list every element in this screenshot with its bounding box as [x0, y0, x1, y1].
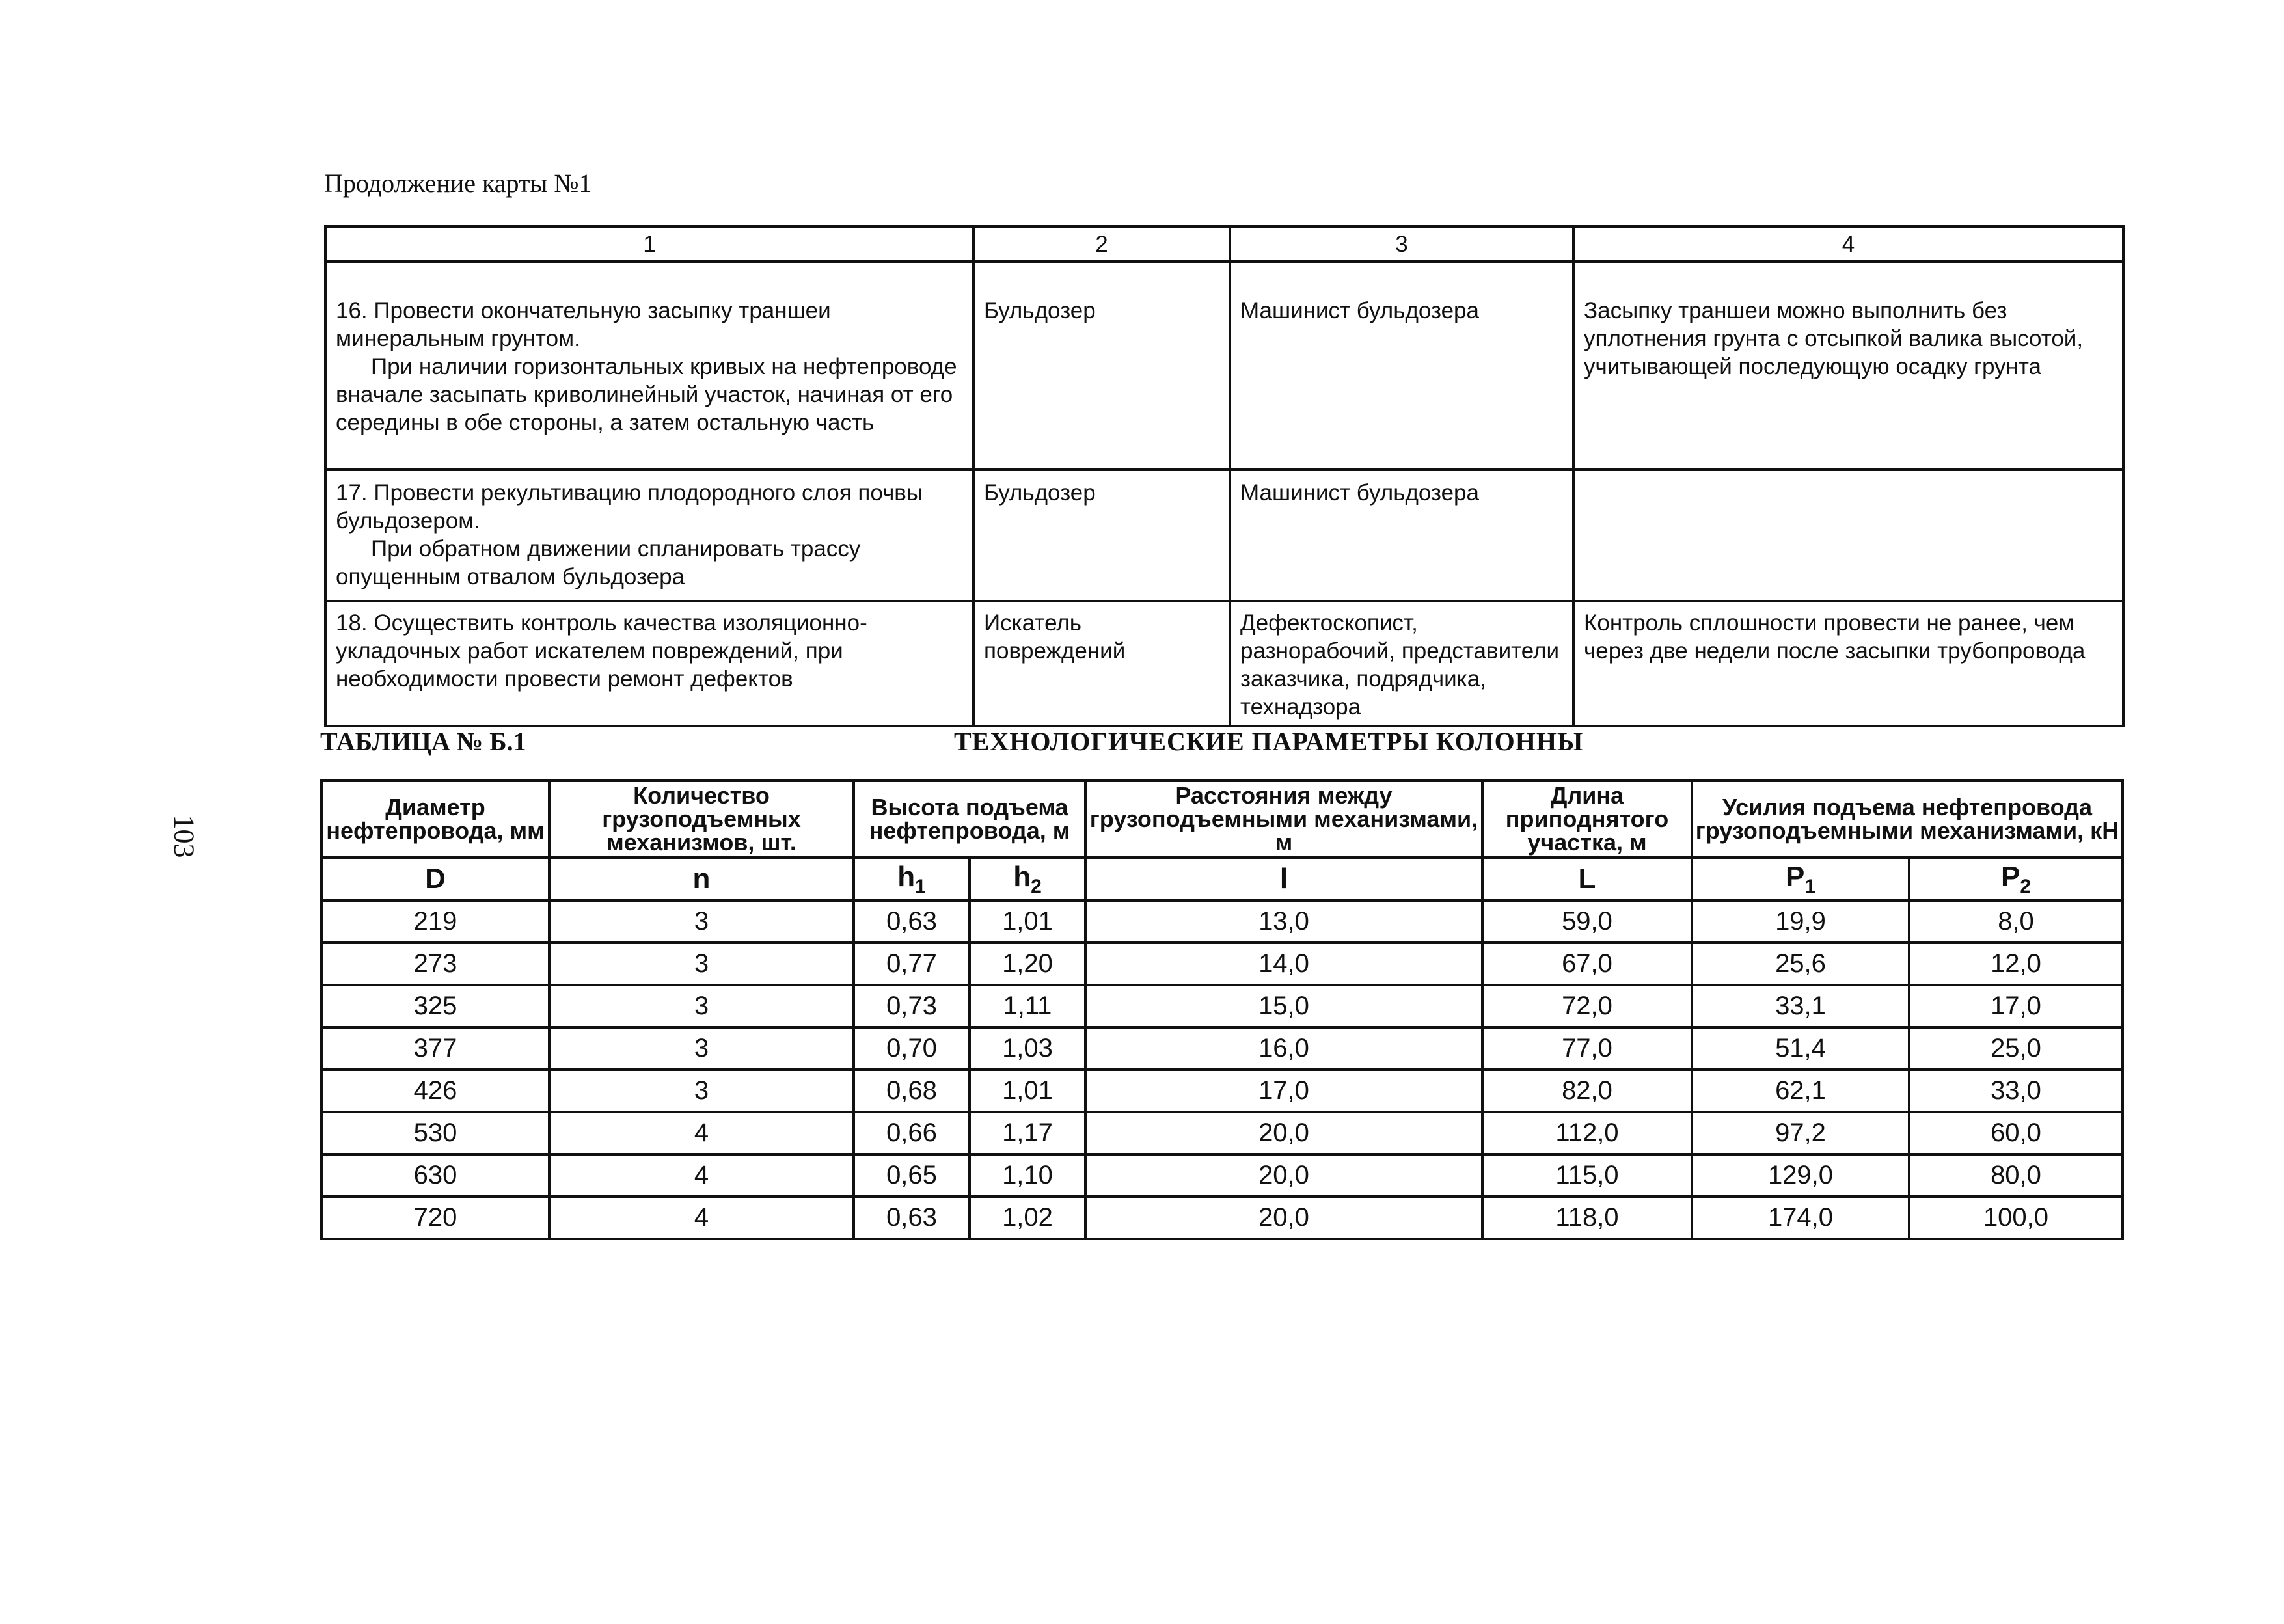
table-cell: 20,0: [1085, 1197, 1482, 1239]
table-row: [321, 1112, 2123, 1154]
page-number: 103: [168, 815, 200, 858]
table-cell: 97,2: [1692, 1112, 1909, 1154]
table-cell: 14,0: [1085, 943, 1482, 985]
table-body: [321, 900, 2123, 1239]
work-steps-table: [324, 225, 2125, 727]
table-cell: 15,0: [1085, 985, 1482, 1027]
column-number: 4: [1573, 226, 2123, 262]
table-cell: 33,1: [1692, 985, 1909, 1027]
table-row: [321, 985, 2123, 1027]
header-diameter: Диаметр нефтепровода, мм: [321, 781, 549, 858]
operation-note: При наличии горизонтальных кривых на нефтепроводе вначале засыпать криволинейный участок, начиная от его середины в обе стороны, а затем остальную часть: [336, 354, 957, 435]
table-row: [325, 601, 2123, 726]
table-cell: 1,10: [970, 1154, 1085, 1197]
symbol-row: [321, 858, 2123, 900]
column-number: 2: [973, 226, 1230, 262]
operation-note: При обратном движении спланировать трассу опущенным отвалом бульдозера: [336, 536, 861, 589]
table-cell: 77,0: [1482, 1027, 1692, 1070]
symbol-subscript: 1: [1804, 875, 1816, 897]
table-cell: 3: [549, 900, 854, 943]
table-cell: 273: [321, 943, 549, 985]
table-cell: 19,9: [1692, 900, 1909, 943]
equipment-cell: Бульдозер: [973, 470, 1230, 601]
table-row: [321, 1027, 2123, 1070]
table-cell: 1,01: [970, 900, 1085, 943]
table-cell: 1,01: [970, 1070, 1085, 1112]
symbol-subscript: 1: [915, 875, 926, 897]
column-parameters-table: [320, 779, 2124, 1240]
table-cell: 1,17: [970, 1112, 1085, 1154]
table-cell: 17,0: [1085, 1070, 1482, 1112]
operation-cell: [325, 470, 973, 601]
operation-cell: [325, 601, 973, 726]
operation-text: 18. Осуществить контроль качества изоляционно-укладочных работ искателем повреждений, при необходимости провести ремонт дефектов: [336, 610, 867, 692]
table-cell: 118,0: [1482, 1197, 1692, 1239]
table-row: [321, 1197, 2123, 1239]
table-cell: 100,0: [1909, 1197, 2123, 1239]
remark-cell: Контроль сплошности провести не ранее, чем через две недели после засыпки трубопровода: [1573, 601, 2123, 726]
table-cell: 17,0: [1909, 985, 2123, 1027]
header-height: Высота подъема нефтепровода, м: [854, 781, 1085, 858]
continuation-title: Продолжение карты №1: [324, 169, 592, 198]
table-cell: 325: [321, 985, 549, 1027]
personnel-cell: Машинист бульдозера: [1230, 262, 1573, 470]
table-cell: 129,0: [1692, 1154, 1909, 1197]
header-distance: Расстояния между грузоподъемными механизмами, м: [1085, 781, 1482, 858]
column-number: 3: [1230, 226, 1573, 262]
symbol-D: D: [321, 858, 549, 900]
table-cell: 3: [549, 943, 854, 985]
table-cell: 530: [321, 1112, 549, 1154]
table-cell: 16,0: [1085, 1027, 1482, 1070]
table-cell: 20,0: [1085, 1112, 1482, 1154]
personnel-cell: Машинист бульдозера: [1230, 470, 1573, 601]
operation-text: 17. Провести рекультивацию плодородного слоя почвы бульдозером.: [336, 480, 923, 534]
table-row: [321, 1154, 2123, 1197]
table-cell: 33,0: [1909, 1070, 2123, 1112]
header-force: Усилия подъема нефтепровода грузоподъемными механизмами, кН: [1692, 781, 2123, 858]
table-cell: 4: [549, 1197, 854, 1239]
table-cell: 25,0: [1909, 1027, 2123, 1070]
table-cell: 60,0: [1909, 1112, 2123, 1154]
table-cell: 3: [549, 1027, 854, 1070]
column-number-row: [325, 226, 2123, 262]
table-cell: 0,77: [854, 943, 970, 985]
table-cell: 377: [321, 1027, 549, 1070]
symbol-letter: h: [1013, 860, 1031, 893]
personnel-cell: Дефектоскопист, разнорабочий, представители заказчика, подрядчика, технадзора: [1230, 601, 1573, 726]
equipment-cell: Бульдозер: [973, 262, 1230, 470]
table-cell: 0,63: [854, 1197, 970, 1239]
table-row: [325, 470, 2123, 601]
remark-cell: Засыпку траншеи можно выполнить без уплотнения грунта с отсыпкой валика высотой, учитывающей последующую осадку грунта: [1573, 262, 2123, 470]
header-count: Количество грузоподъемных механизмов, шт.: [549, 781, 854, 858]
table-cell: 62,1: [1692, 1070, 1909, 1112]
operation-text: 16. Провести окончательную засыпку траншеи минеральным грунтом.: [336, 298, 831, 351]
table-title: ТЕХНОЛОГИЧЕСКИЕ ПАРАМЕТРЫ КОЛОННЫ: [954, 727, 1584, 756]
table-cell: 0,68: [854, 1070, 970, 1112]
table-row: [325, 262, 2123, 470]
table-cell: 115,0: [1482, 1154, 1692, 1197]
table-cell: 1,20: [970, 943, 1085, 985]
symbol-h2: [970, 858, 1085, 900]
table-cell: 0,65: [854, 1154, 970, 1197]
symbol-letter: h: [897, 860, 916, 893]
symbol-P1: [1692, 858, 1909, 900]
column-number: 1: [325, 226, 973, 262]
symbol-subscript: 2: [2020, 875, 2032, 897]
table-row: [321, 900, 2123, 943]
symbol-subscript: 2: [1031, 875, 1042, 897]
table-cell: 1,03: [970, 1027, 1085, 1070]
symbol-letter: P: [2000, 860, 2020, 893]
table-cell: 4: [549, 1154, 854, 1197]
table-cell: 3: [549, 985, 854, 1027]
table-row: [321, 943, 2123, 985]
table-cell: 72,0: [1482, 985, 1692, 1027]
remark-cell: [1573, 470, 2123, 601]
table-cell: 112,0: [1482, 1112, 1692, 1154]
table-code: ТАБЛИЦА № Б.1: [320, 727, 526, 756]
table-cell: 20,0: [1085, 1154, 1482, 1197]
table-cell: 219: [321, 900, 549, 943]
symbol-P2: [1909, 858, 2123, 900]
table-row: [321, 1070, 2123, 1112]
table-cell: 51,4: [1692, 1027, 1909, 1070]
symbol-n: n: [549, 858, 854, 900]
table-cell: 8,0: [1909, 900, 2123, 943]
table-cell: 59,0: [1482, 900, 1692, 943]
table-cell: 3: [549, 1070, 854, 1112]
header-row: [321, 781, 2123, 858]
table-cell: 1,11: [970, 985, 1085, 1027]
table-cell: 82,0: [1482, 1070, 1692, 1112]
table-cell: 0,73: [854, 985, 970, 1027]
symbol-l: l: [1085, 858, 1482, 900]
table-cell: 12,0: [1909, 943, 2123, 985]
table-cell: 80,0: [1909, 1154, 2123, 1197]
symbol-L: L: [1482, 858, 1692, 900]
table-cell: 720: [321, 1197, 549, 1239]
symbol-h1: [854, 858, 970, 900]
table-cell: 67,0: [1482, 943, 1692, 985]
table-cell: 1,02: [970, 1197, 1085, 1239]
table-cell: 426: [321, 1070, 549, 1112]
header-length: Длина приподнятого участка, м: [1482, 781, 1692, 858]
table-cell: 630: [321, 1154, 549, 1197]
table-cell: 0,63: [854, 900, 970, 943]
operation-cell: [325, 262, 973, 470]
table-cell: 13,0: [1085, 900, 1482, 943]
table-cell: 4: [549, 1112, 854, 1154]
table-cell: 0,66: [854, 1112, 970, 1154]
table-cell: 174,0: [1692, 1197, 1909, 1239]
equipment-cell: Искатель повреждений: [973, 601, 1230, 726]
table-cell: 0,70: [854, 1027, 970, 1070]
symbol-letter: P: [1785, 860, 1805, 893]
table-cell: 25,6: [1692, 943, 1909, 985]
